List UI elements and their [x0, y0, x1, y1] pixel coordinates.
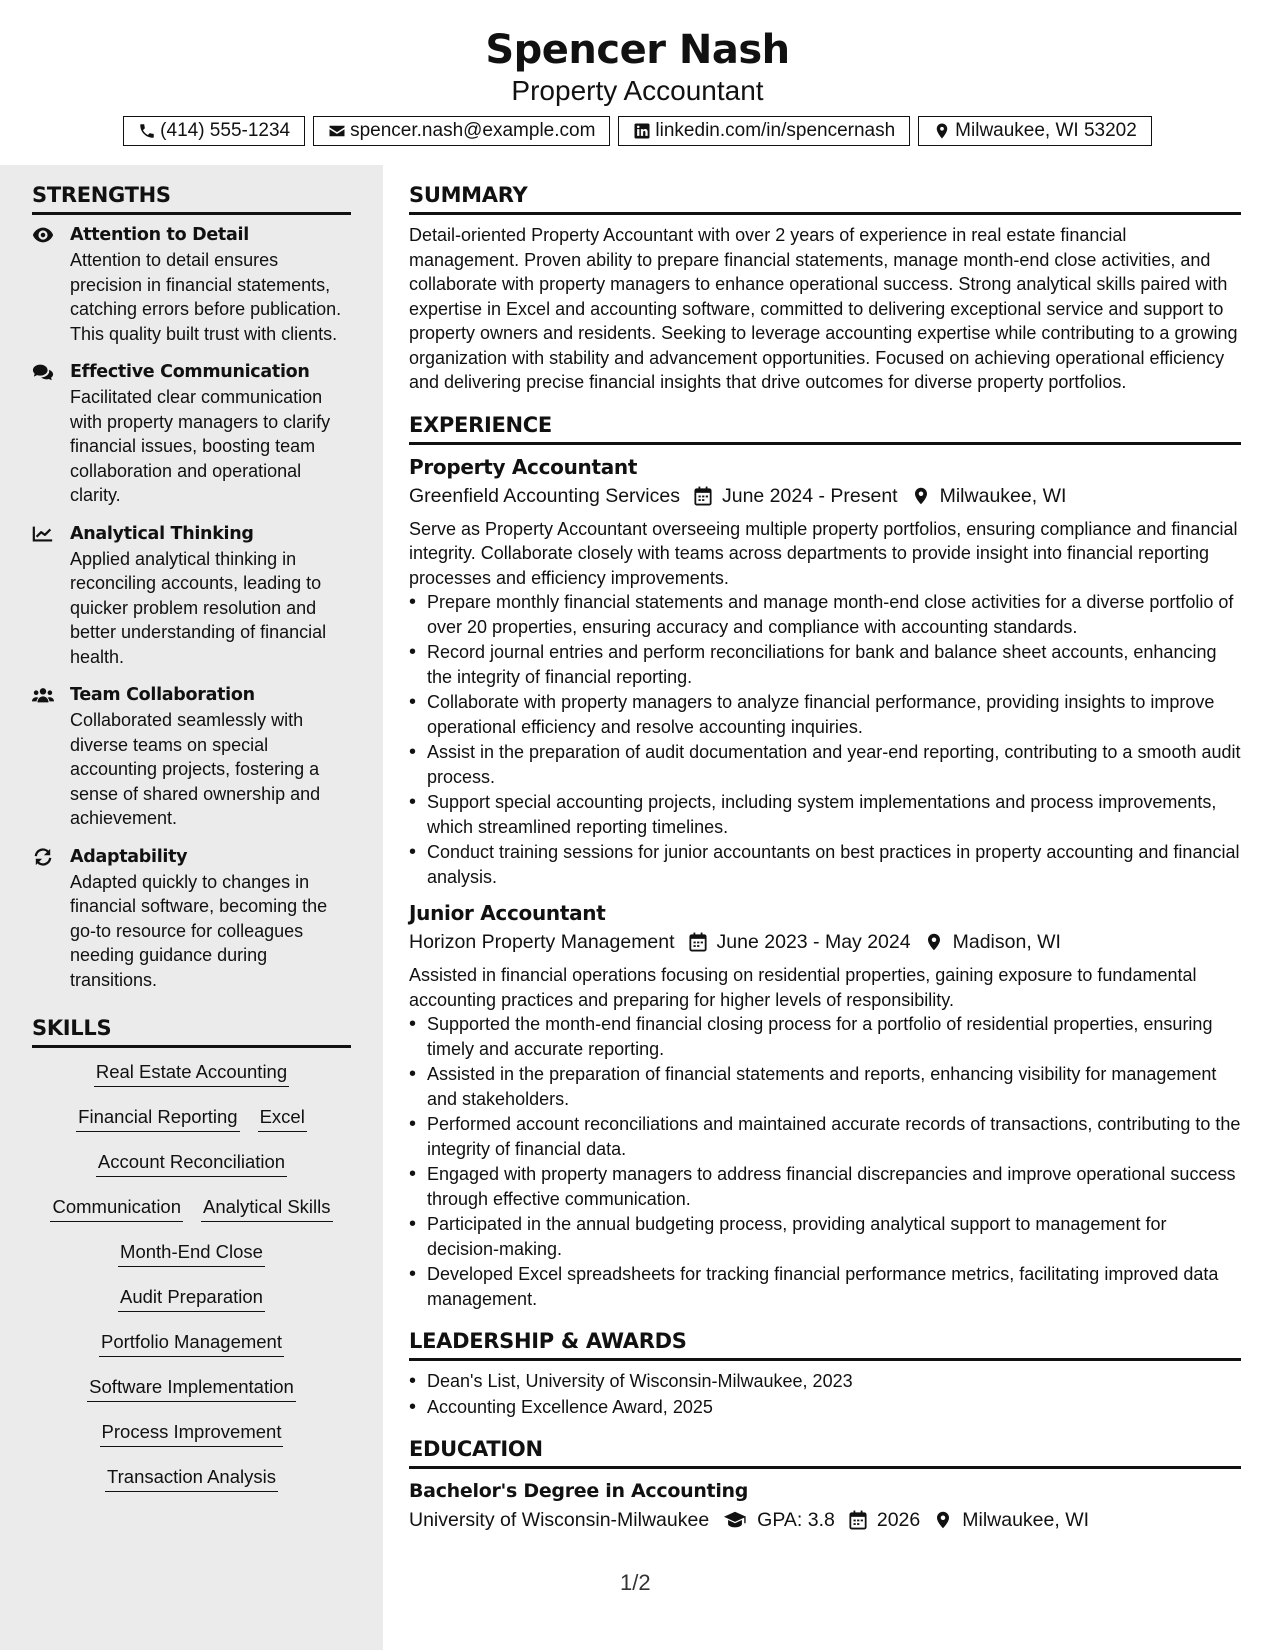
page-number: 1/2: [620, 1570, 651, 1595]
linkedin-icon: [633, 122, 651, 140]
skills-heading: SKILLS: [32, 1016, 351, 1048]
job-description: Assisted in financial operations focusing on residential properties, gaining exposure to fundamental accounting practices and preparing for higher levels of responsibility.: [409, 965, 1197, 1010]
skill-tag: Financial Reporting: [76, 1106, 239, 1132]
strength-item: [32, 522, 351, 670]
bullet-item: • Collaborate with property managers to analyze financial performance, providing insights to improve operational efficiency and resolve accounting inquiries.: [409, 690, 1241, 739]
chart-line-icon: [32, 525, 54, 543]
school-name: University of Wisconsin-Milwaukee: [409, 1509, 710, 1531]
job-dates: June 2023 - May 2024: [716, 931, 911, 953]
contact-phone[interactable]: [123, 116, 305, 146]
skill-row: [32, 1326, 351, 1371]
graduation-cap-icon: [723, 1510, 747, 1530]
calendar-icon: [694, 486, 712, 506]
bullet-item: • Engaged with property managers to address financial discrepancies and improve operational success through effective communication.: [409, 1162, 1241, 1211]
job-entry: [409, 453, 1241, 890]
bullet-item: • Developed Excel spreadsheets for tracking financial performance metrics, facilitating improved data management.: [409, 1262, 1241, 1311]
strength-desc: Collaborated seamlessly with diverse teams on special accounting projects, fostering a sense of shared ownership and achievement.: [70, 710, 321, 828]
summary-text: Detail-oriented Property Accountant with over 2 years of experience in real estate financial management. Proven ability to prepare financial statements, manage month-end close activities, and collaborate with property managers to enhance operational success. Strong analytical skills paired with expertise in Excel and accounting software, committed to delivering exceptional service and support to property owners and residents. Seeking to leverage accounting expertise while contributing to a growing organization with stability and advancement opportunities. Focused on achieving operational efficiency and delivering precise financial insights that drive outcomes for diverse property portfolios.: [409, 225, 1238, 392]
strength-desc: Attention to detail ensures precision in financial statements, catching errors before publication. This quality built trust with clients.: [70, 250, 342, 344]
skill-tag: Portfolio Management: [99, 1331, 284, 1357]
calendar-icon: [689, 932, 707, 952]
contact-phone-text: (414) 555-1234: [160, 120, 291, 141]
awards-section: [409, 1329, 1241, 1419]
skill-tag: Month-End Close: [118, 1241, 265, 1267]
job-description: Serve as Property Accountant overseeing multiple property portfolios, ensuring compliance and financial integrity. Collaborate closely with teams across departments to provide insight into financial reporting processes and efficiency improvements.: [409, 518, 1238, 588]
bullet-item: • Record journal entries and perform reconciliations for bank and balance sheet accounts, enhancing the integrity of financial reporting.: [409, 640, 1241, 689]
bullet-item: • Prepare monthly financial statements and manage month-end close activities for a diverse portfolio of over 20 properties, ensuring accuracy and compliance with accounting standards.: [409, 590, 1241, 639]
skill-row: [32, 1461, 351, 1506]
job-bullets: [409, 1012, 1241, 1311]
job-meta: [409, 481, 1241, 511]
contact-email[interactable]: [313, 116, 610, 146]
map-pin-icon: [912, 486, 930, 506]
job-title: Property Accountant: [409, 454, 638, 479]
job-company: Greenfield Accounting Services: [409, 484, 680, 507]
education-heading: EDUCATION: [409, 1437, 1241, 1469]
awards-list: [409, 1369, 1241, 1419]
strength-title: Team Collaboration: [70, 685, 255, 705]
skill-row: [32, 1371, 351, 1416]
bullet-item: • Assisted in the preparation of financial statements and reports, enhancing visibility for management and stakeholders.: [409, 1062, 1241, 1111]
contact-location-text: Milwaukee, WI 53202: [955, 120, 1137, 141]
strength-item: [32, 360, 351, 508]
strength-title: Adaptability: [70, 846, 188, 867]
skill-tag: Analytical Skills: [201, 1196, 333, 1222]
summary-section: [409, 183, 1241, 395]
sync-icon: [32, 848, 54, 866]
strengths-heading: STRENGTHS: [32, 183, 351, 215]
sidebar: [0, 165, 383, 1650]
strength-title: Analytical Thinking: [70, 523, 254, 544]
skill-tag: Audit Preparation: [118, 1286, 265, 1312]
graduation-year: 2026: [876, 1509, 921, 1531]
skill-tag: Account Reconciliation: [96, 1151, 287, 1177]
contact-bar: [0, 116, 1275, 146]
phone-icon: [138, 122, 156, 140]
job-location: Milwaukee, WI: [939, 484, 1067, 507]
job-bullets: [409, 590, 1241, 889]
strength-item: [32, 845, 351, 993]
job-meta: [409, 927, 1241, 957]
skill-tag: Transaction Analysis: [105, 1466, 278, 1492]
degree-title: Bachelor's Degree in Accounting: [409, 1480, 749, 1502]
strength-title: Attention to Detail: [70, 225, 249, 245]
candidate-name: Spencer Nash: [485, 27, 790, 73]
award-item: • Dean's List, University of Wisconsin-Milwaukee, 2023: [409, 1369, 1241, 1394]
gpa: GPA: 3.8: [757, 1509, 835, 1531]
strength-item: [32, 683, 351, 831]
awards-heading: LEADERSHIP & AWARDS: [409, 1329, 1241, 1361]
contact-linkedin-text: linkedin.com/in/spencernash: [655, 120, 896, 141]
skill-tag: Excel: [258, 1106, 307, 1132]
skill-row: [32, 1191, 351, 1236]
skill-row: [32, 1236, 351, 1281]
main-content: [409, 165, 1241, 1551]
map-pin-icon: [934, 1510, 952, 1530]
map-pin-icon: [925, 932, 943, 952]
skill-row: [32, 1101, 351, 1146]
envelope-icon: [328, 122, 346, 140]
experience-heading: EXPERIENCE: [409, 413, 1241, 445]
skill-tag: Software Implementation: [87, 1376, 296, 1402]
contact-email-text: spencer.nash@example.com: [350, 120, 596, 141]
bullet-item: • Supported the month-end financial closing process for a portfolio of residential properties, ensuring timely and accurate reporting.: [409, 1012, 1241, 1061]
education-meta: [409, 1505, 1241, 1535]
skills-section: [32, 1016, 351, 1506]
contact-location: [918, 116, 1152, 146]
calendar-icon: [849, 1510, 867, 1530]
job-company: Horizon Property Management: [409, 931, 675, 953]
strength-desc: Facilitated clear communication with property managers to clarify financial issues, boosting team collaboration and operational clarity.: [70, 387, 331, 505]
skill-tag: Real Estate Accounting: [94, 1061, 289, 1087]
summary-heading: SUMMARY: [409, 183, 1241, 215]
skill-tag: Communication: [50, 1196, 183, 1222]
skill-row: [32, 1056, 351, 1101]
skill-row: [32, 1146, 351, 1191]
education-section: [409, 1437, 1241, 1535]
candidate-title: Property Accountant: [511, 75, 764, 106]
bullet-item: • Performed account reconciliations and maintained accurate records of transactions, contributing to the integrity of financial data.: [409, 1112, 1241, 1161]
resume-header: [0, 0, 1275, 146]
job-title: Junior Accountant: [409, 901, 606, 925]
strength-desc: Adapted quickly to changes in financial software, becoming the go-to resource for colleagues needing guidance during transitions.: [70, 871, 328, 990]
education-location: Milwaukee, WI: [962, 1509, 1090, 1531]
strength-title: Effective Communication: [70, 362, 310, 382]
job-location: Madison, WI: [952, 931, 1061, 953]
bullet-item: • Assist in the preparation of audit documentation and year-end reporting, contributing to a smooth audit process.: [409, 740, 1241, 789]
eye-icon: [32, 226, 54, 244]
skill-row: [32, 1416, 351, 1461]
experience-section: [409, 413, 1241, 1312]
comments-icon: [32, 363, 54, 381]
contact-linkedin[interactable]: [618, 116, 910, 146]
job-dates: June 2024 - Present: [721, 484, 898, 507]
strength-item: [32, 223, 351, 346]
map-pin-icon: [933, 122, 951, 140]
bullet-item: • Support special accounting projects, including system implementations and process improvements, which streamlined reporting timelines.: [409, 790, 1241, 839]
award-item: • Accounting Excellence Award, 2025: [409, 1395, 1241, 1420]
strength-desc: Applied analytical thinking in reconciling accounts, leading to quicker problem resolution and better understanding of financial health.: [70, 548, 327, 667]
skill-tag: Process Improvement: [100, 1421, 284, 1447]
skill-row: [32, 1281, 351, 1326]
users-icon: [32, 686, 54, 704]
job-entry: [409, 899, 1241, 1311]
bullet-item: • Participated in the annual budgeting process, providing analytical support to management for decision-making.: [409, 1212, 1241, 1261]
bullet-item: • Conduct training sessions for junior accountants on best practices in property accounting and financial analysis.: [409, 840, 1241, 889]
